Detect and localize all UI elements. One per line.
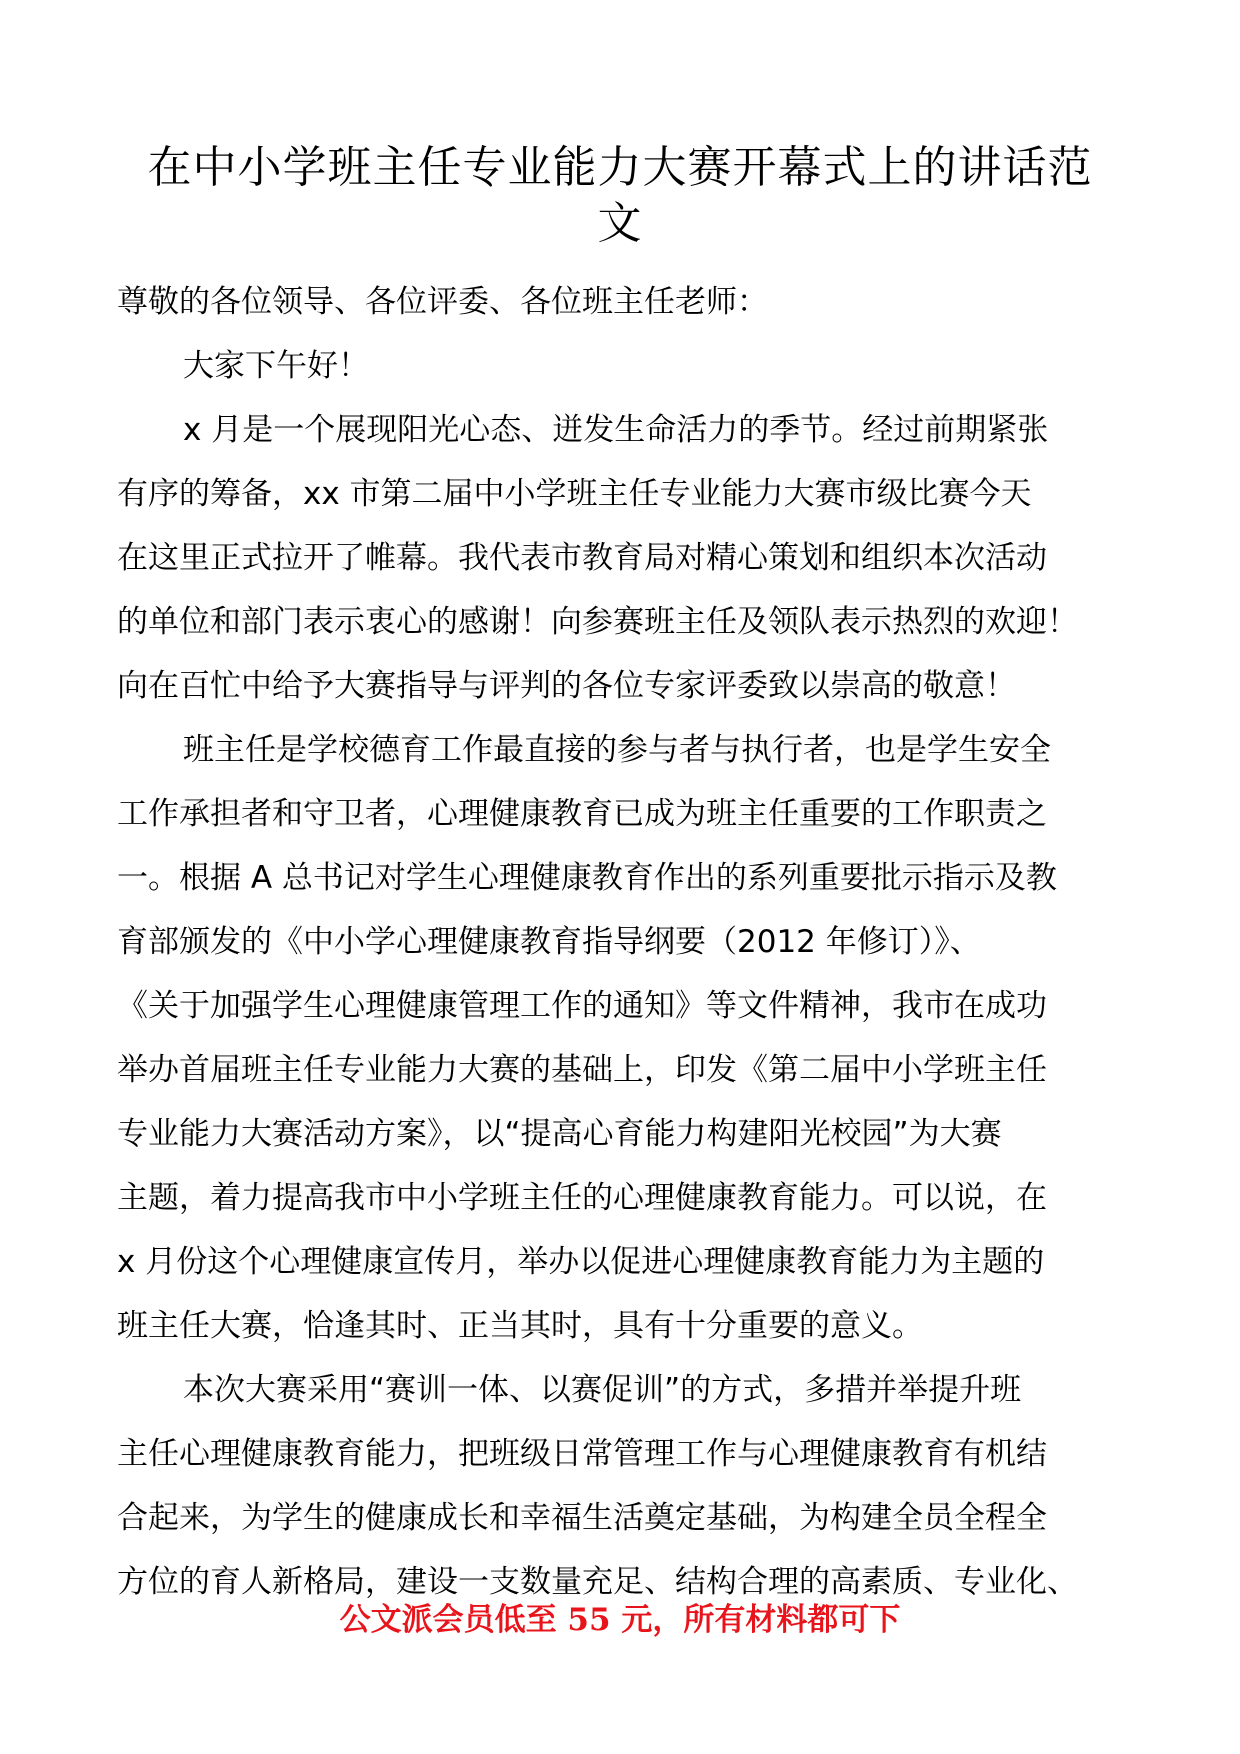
body-line: 有序的筹备，xx 市第二届中小学班主任专业能力大赛市级比赛今天: [117, 476, 1032, 512]
body-line: 合起来，为学生的健康成长和幸福生活奠定基础，为构建全员全程全: [117, 1500, 1047, 1536]
title-line: 文: [597, 198, 643, 249]
body-line: 主题，着力提高我市中小学班主任的心理健康教育能力。可以说，在: [117, 1180, 1047, 1216]
body-line: 向在百忙中给予大赛指导与评判的各位专家评委致以崇高的敬意！: [117, 668, 1016, 704]
body-line: x 月是一个展现阳光心态、迸发生命活力的季节。经过前期紧张: [183, 412, 1049, 448]
body-line: 《关于加强学生心理健康管理工作的通知》等文件精神，我市在成功: [117, 988, 1047, 1024]
title-line: 在中小学班主任专业能力大赛开幕式上的讲话范: [147, 142, 1093, 193]
body-line: 举办首届班主任专业能力大赛的基础上，印发《第二届中小学班主任: [117, 1052, 1047, 1088]
body-line: 育部颁发的《中小学心理健康教育指导纲要（2012 年修订）》、: [117, 924, 981, 960]
document-body: [117, 270, 1137, 1614]
greeting: 大家下午好！: [183, 348, 369, 384]
body-line: 主任心理健康教育能力，把班级日常管理工作与心理健康教育有机结: [117, 1436, 1047, 1472]
body-line: x 月份这个心理健康宣传月，举办以促进心理健康教育能力为主题的: [117, 1244, 1045, 1280]
body-line: 班主任是学校德育工作最直接的参与者与执行者，也是学生安全: [183, 732, 1051, 768]
promo-banner: 公文派会员低至 55 元，所有材料都可下: [339, 1602, 901, 1638]
body-line: 一。根据 A 总书记对学生心理健康教育作出的系列重要批示指示及教: [117, 860, 1057, 896]
body-line: 本次大赛采用“赛训一体、以赛促训”的方式，多措并举提升班: [183, 1372, 1022, 1408]
document-title: [120, 140, 1120, 252]
body-line: 专业能力大赛活动方案》，以“提高心育能力构建阳光校园”为大赛: [117, 1116, 1002, 1152]
body-line: 方位的育人新格局，建设一支数量充足、结构合理的高素质、专业化、: [117, 1564, 1078, 1600]
body-line: 工作承担者和守卫者，心理健康教育已成为班主任重要的工作职责之: [117, 796, 1047, 832]
body-line: 的单位和部门表示衷心的感谢！向参赛班主任及领队表示热烈的欢迎！: [117, 604, 1078, 640]
salutation: 尊敬的各位领导、各位评委、各位班主任老师：: [117, 284, 768, 320]
body-line: 班主任大赛，恰逢其时、正当其时，具有十分重要的意义。: [117, 1308, 923, 1344]
body-line: 在这里正式拉开了帷幕。我代表市教育局对精心策划和组织本次活动: [117, 540, 1047, 576]
